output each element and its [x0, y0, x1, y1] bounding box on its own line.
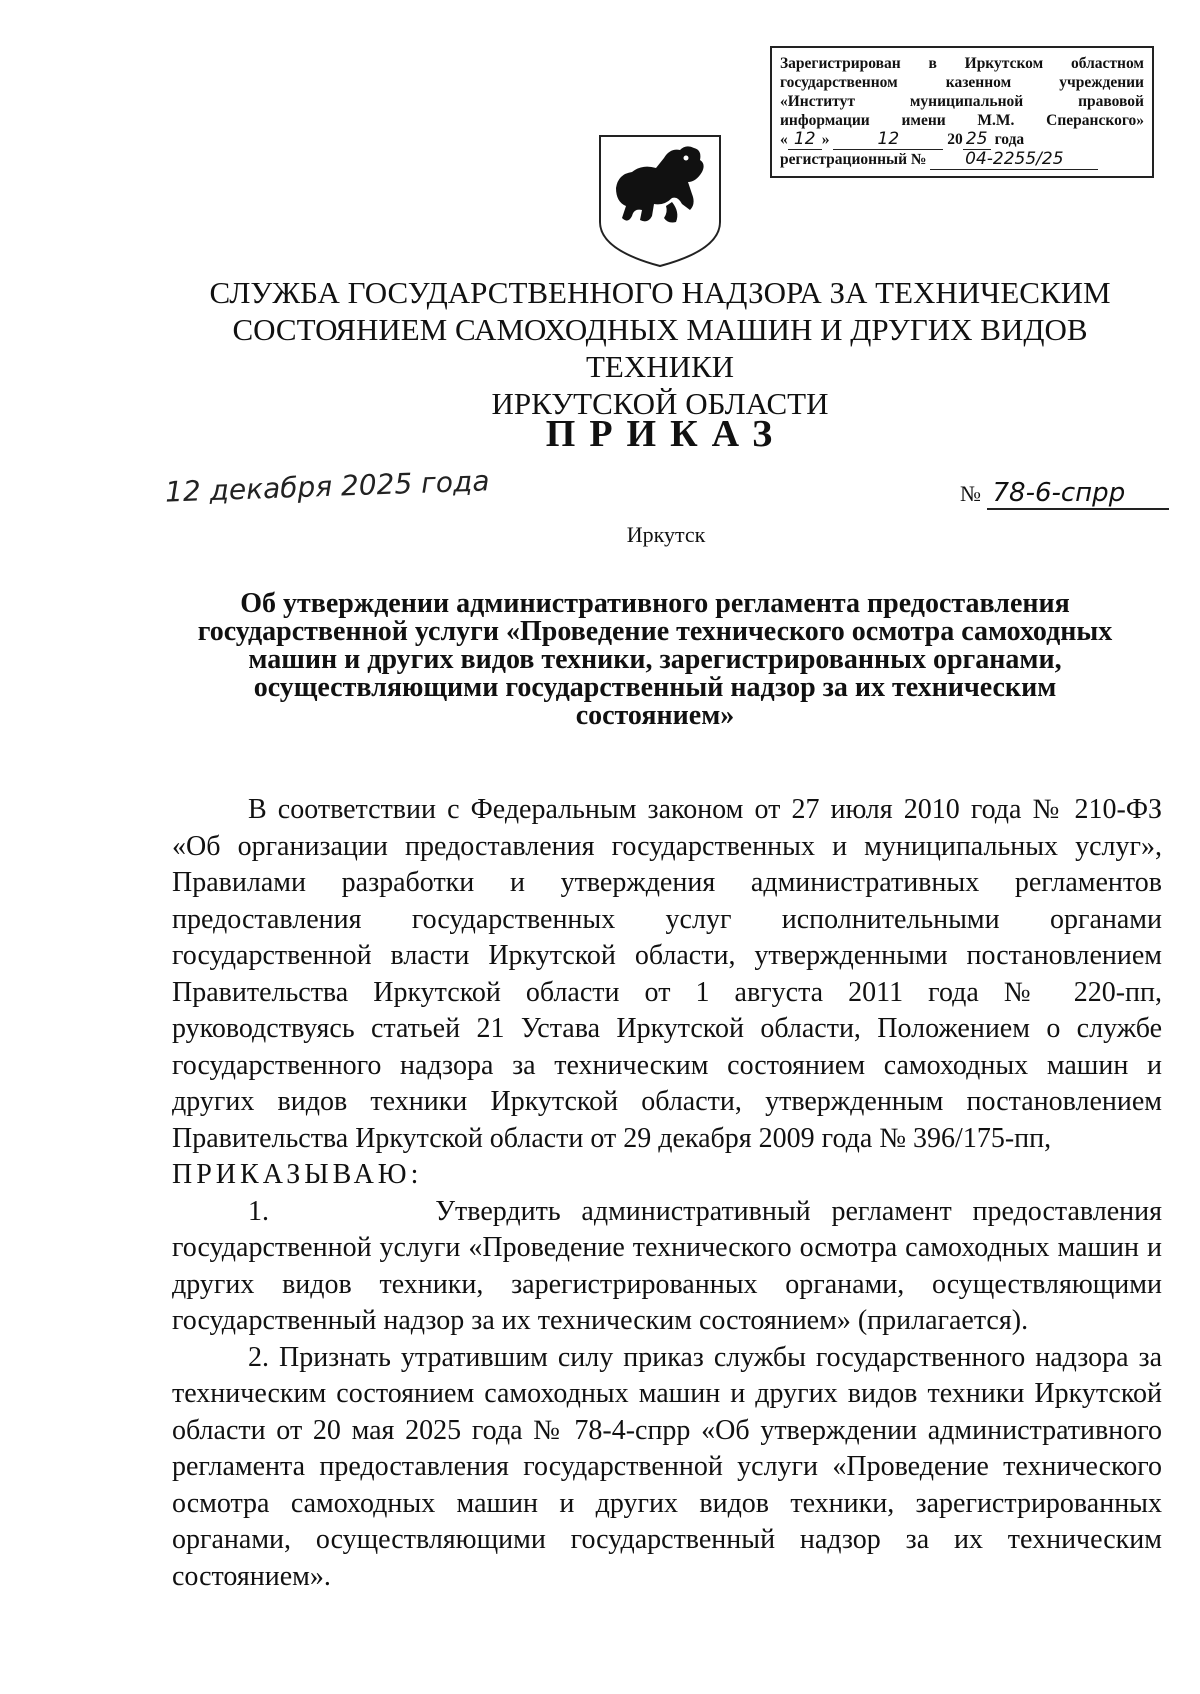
item-1-paragraph: 1. Утвердить административный регламент предоставления государственной услуги «Проведение технического осмотра самоходных машин и других видов техники, зарегистрированных органами, осуществляющими государственный надзор за их техническим состоянием» (прилагается).: [172, 1195, 1169, 1336]
order-word: ПРИКАЗЫВАЮ:: [172, 1159, 423, 1190]
registration-stamp: [770, 46, 1154, 178]
subject-line-1: Об утверждении административного регламента предоставления: [240, 588, 1070, 619]
stamp-line-2: государственном казенном учреждении: [780, 74, 1144, 91]
order-date: 12 декабря 2025 года: [164, 464, 490, 509]
subject-line-5: состоянием»: [575, 700, 735, 731]
stamp-reg-label: регистрационный №: [780, 151, 927, 168]
preamble-paragraph: В соответствии с Федеральным законом от 27 июля 2010 года № 210-ФЗ «Об организации предоставления государственных и муниципальных услуг», Правилами разработки и утверждения административных регламентов предоставления государственных услуг исполнительными органами государственной власти Иркутской области, утвержденными постановлением Правительства Иркутской области от 1 августа 2011 года № 220-пп, руководствуясь статьей 21 Устава Иркутской области, Положением о службе государственного надзора за техническим состоянием самоходных машин и других видов техники Иркутской области, утвержденным постановлением Правительства Иркутской области от 29 декабря 2009 года № 396/175-пп,: [172, 794, 1162, 1154]
agency-line-3: ИРКУТСКОЙ ОБЛАСТИ: [491, 386, 829, 421]
number-label: №: [960, 481, 981, 506]
order-body: [172, 792, 1169, 1595]
agency-line-2: СОСТОЯНИЕМ САМОХОДНЫХ МАШИН И ДРУГИХ ВИДОВ ТЕХНИКИ: [232, 312, 1088, 384]
city: Иркутск: [626, 522, 706, 547]
stamp-date-row: « 12 » 12 20 25 года: [780, 129, 1025, 149]
document-type: ПРИКАЗ: [545, 413, 787, 455]
stamp-month: 12: [833, 130, 943, 150]
agency-name: [160, 274, 1160, 422]
item-2-paragraph: 2. Признать утратившим силу приказ службы государственного надзора за техническим состоянием самоходных машин и других видов техники Иркутской области от 20 мая 2025 года № 78-4-спрр «Об утверждении административного регламента предоставления государственной услуги «Проведение технического осмотра самоходных машин и других видов техники, зарегистрированных органами, осуществляющими государственный надзор за их техническим состоянием».: [172, 1341, 1162, 1592]
order-subject: [195, 590, 1115, 730]
stamp-year-suffix: 25: [963, 130, 991, 150]
subject-line-2: государственной услуги «Проведение технического осмотра самоходных: [197, 616, 1113, 647]
stamp-reg-row: [780, 150, 1144, 170]
stamp-reg-number: 04-2255/25: [930, 150, 1098, 170]
stamp-line-4: информации имени М.М. Сперанского»: [780, 112, 1144, 129]
stamp-day: 12: [788, 130, 822, 150]
irkutsk-coat-of-arms-icon: [598, 134, 722, 268]
number-value: 78-6-спрр: [987, 478, 1169, 510]
subject-line-3: машин и других видов техники, зарегистрированных органами,: [248, 644, 1062, 675]
agency-line-1: СЛУЖБА ГОСУДАРСТВЕННОГО НАДЗОРА ЗА ТЕХНИЧЕСКИМ: [209, 275, 1111, 310]
stamp-year-prefix: 20: [947, 131, 963, 148]
stamp-line-1: Зарегистрирован в Иркутском областном: [780, 55, 1144, 72]
stamp-line-3: «Институт муниципальной правовой: [780, 93, 1144, 110]
stamp-year-word: года: [994, 131, 1025, 148]
subject-line-4: осуществляющими государственный надзор за их техническим: [253, 672, 1057, 703]
order-number: [960, 478, 1169, 510]
